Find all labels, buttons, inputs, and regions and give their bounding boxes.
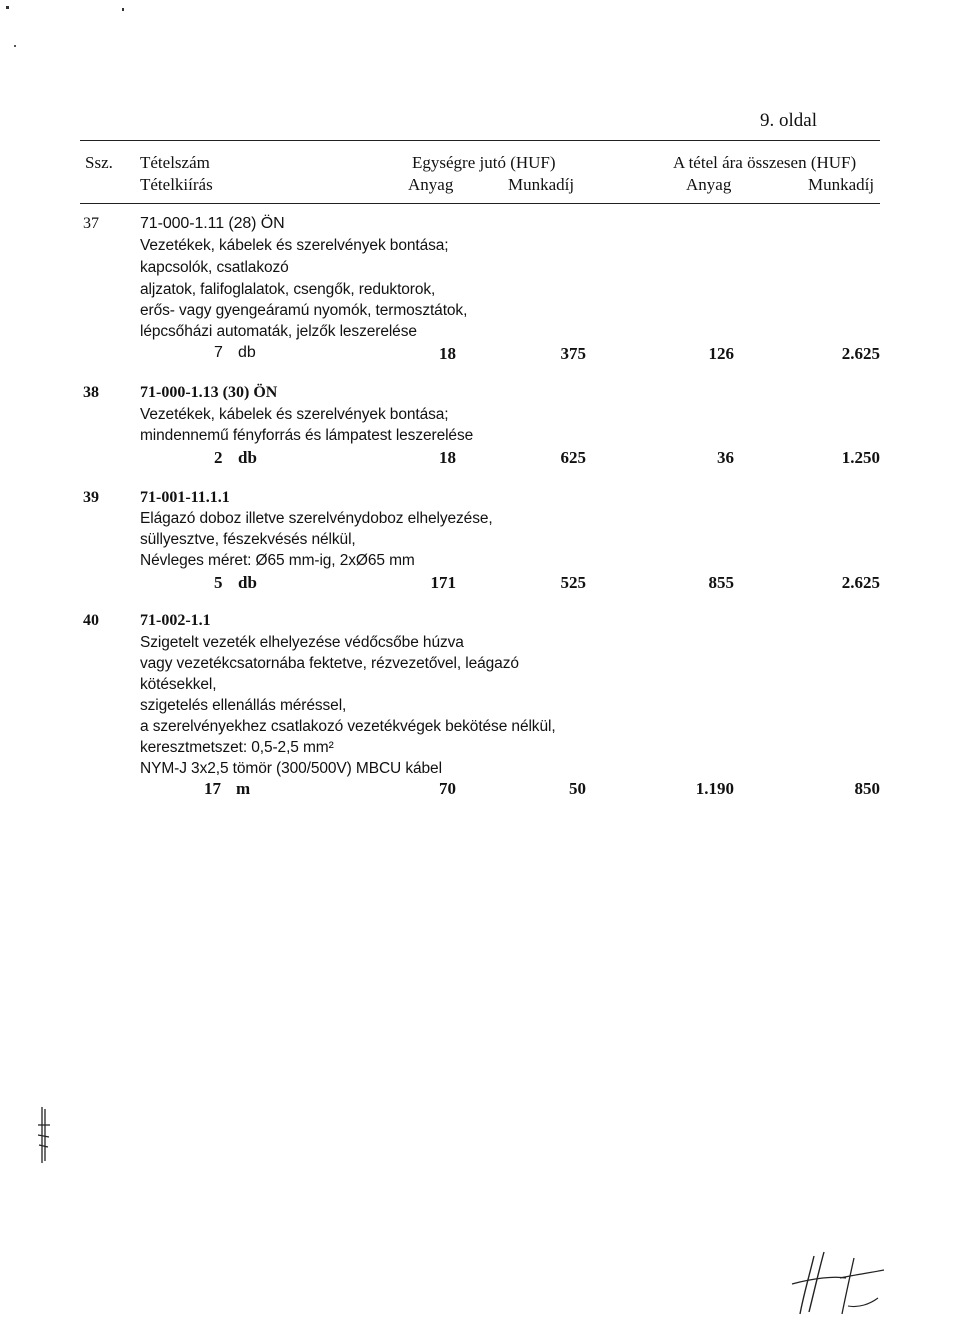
item-unit-labor: 525 <box>560 573 586 592</box>
item-desc-line: aljzatok, falifoglalatok, csengők, reduktorok, <box>140 281 436 298</box>
item-desc-line: a szerelvényekhez csatlakozó vezetékvégek bekötése nélkül, <box>140 718 556 735</box>
item-number: 40 <box>83 612 99 629</box>
item-desc-line: Vezetékek, kábelek és szerelvények bontása; <box>140 237 449 254</box>
item-total-labor: 850 <box>854 779 880 798</box>
header-code: Tételszám <box>140 153 210 172</box>
item-desc-line: kapcsolók, csatlakozó <box>140 259 289 276</box>
item-desc-line: Névleges méret: Ø65 mm-ig, 2xØ65 mm <box>140 552 415 569</box>
header-bottom-rule <box>80 203 880 204</box>
item-unit-material: 70 <box>439 779 456 798</box>
signature-initials-icon <box>784 1248 894 1318</box>
item-qty: 17 <box>204 779 221 798</box>
item-desc-line: Vezetékek, kábelek és szerelvények bontása; <box>140 406 449 423</box>
item-desc-line: erős- vagy gyengeáramú nyomók, termosztátok, <box>140 302 468 319</box>
item-unit-material: 18 <box>439 448 456 467</box>
item-total-material: 855 <box>708 573 734 592</box>
item-unit: db <box>238 573 257 592</box>
item-total-material: 36 <box>717 448 734 467</box>
item-qty: 7 <box>214 344 223 361</box>
item-desc-line: kötésekkel, <box>140 676 217 693</box>
item-desc-line: lépcsőházi automaták, jelzők leszerelése <box>140 323 417 340</box>
item-number: 39 <box>83 489 99 506</box>
item-qty: 5 <box>214 573 223 592</box>
item-unit-material: 171 <box>430 573 456 592</box>
item-unit-labor: 50 <box>569 779 586 798</box>
item-code: 71-000-1.11 (28) ÖN <box>140 215 285 232</box>
item-total-labor: 2.625 <box>841 573 880 592</box>
item-unit-labor: 375 <box>560 344 586 363</box>
header-unit-material: Anyag <box>408 175 454 194</box>
header-top-rule <box>80 140 880 141</box>
item-code: 71-002-1.1 <box>140 612 211 629</box>
item-total-material: 126 <box>708 344 734 363</box>
item-desc-line: szigetelés ellenállás méréssel, <box>140 697 347 714</box>
item-unit: m <box>236 779 251 798</box>
item-total-labor: 1.250 <box>841 448 880 467</box>
item-desc-line: vagy vezetékcsatornába fektetve, rézvezetővel, leágazó <box>140 655 519 672</box>
scan-speck <box>14 45 16 47</box>
item-unit-material: 18 <box>439 344 456 363</box>
item-desc-line: NYM-J 3x2,5 tömör (300/500V) MBCU kábel <box>140 760 442 777</box>
item-total-material: 1.190 <box>695 779 734 798</box>
item-qty: 2 <box>214 448 223 467</box>
item-desc-line: Elágazó doboz illetve szerelvénydoboz elhelyezése, <box>140 510 493 527</box>
item-number: 38 <box>83 384 99 401</box>
item-desc-line: mindennemű fényforrás és lámpatest leszerelése <box>140 427 474 444</box>
header-total-group: A tétel ára összesen (HUF) <box>673 153 857 172</box>
header-unit-labor: Munkadíj <box>508 175 575 194</box>
scan-speck <box>6 6 9 9</box>
item-desc-line: Szigetelt vezeték elhelyezése védőcsőbe húzva <box>140 634 464 651</box>
header-ssz: Ssz. <box>85 153 113 172</box>
item-unit: db <box>238 448 257 467</box>
header-total-material: Anyag <box>686 175 732 194</box>
margin-mark-icon <box>30 1105 56 1165</box>
item-unit-labor: 625 <box>560 448 586 467</box>
item-number: 37 <box>83 215 99 232</box>
header-unit-group: Egységre jutó (HUF) <box>412 153 556 172</box>
item-desc-line: keresztmetszet: 0,5-2,5 mm² <box>140 739 334 756</box>
header-total-labor: Munkadíj <box>808 175 875 194</box>
item-total-labor: 2.625 <box>841 344 880 363</box>
header-desc: Tételkiírás <box>140 175 213 194</box>
item-desc-line: süllyesztve, fészekvésés nélkül, <box>140 531 356 548</box>
item-code: 71-001-11.1.1 <box>140 489 230 506</box>
item-unit: db <box>238 344 256 361</box>
scan-speck <box>122 8 124 11</box>
item-code: 71-000-1.13 (30) ÖN <box>140 384 278 401</box>
page-number: 9. oldal <box>760 110 817 131</box>
